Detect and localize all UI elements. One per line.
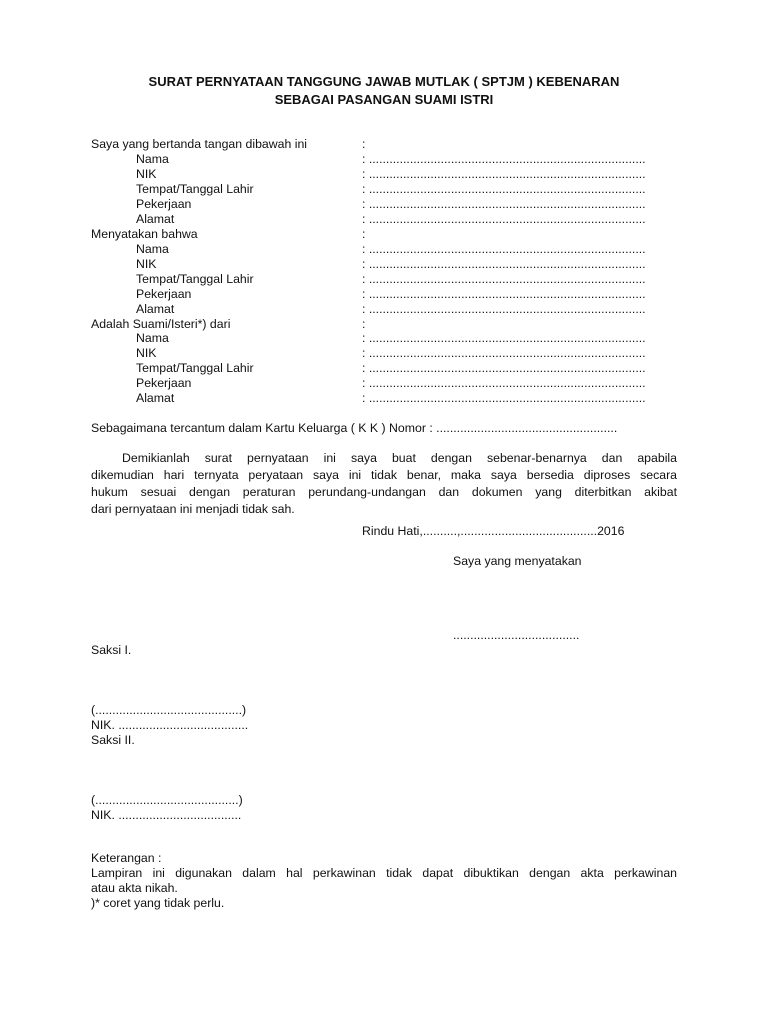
witness-2-label: Saksi II. — [91, 733, 135, 747]
section-1-heading-colon: : — [362, 137, 366, 151]
field-label: Alamat — [136, 302, 175, 316]
field-label: Pekerjaan — [136, 197, 192, 211]
notes-line: )* coret yang tidak perlu. — [91, 896, 225, 910]
field-label: Nama — [136, 242, 169, 256]
field-value: : ................................................................................. — [362, 197, 646, 211]
field-label: Tempat/Tanggal Lahir — [136, 272, 254, 286]
witness-1-label: Saksi I. — [91, 643, 132, 657]
field-label: Pekerjaan — [136, 376, 192, 390]
field-label: Tempat/Tanggal Lahir — [136, 182, 254, 196]
field-label: Tempat/Tanggal Lahir — [136, 361, 254, 375]
field-value: : ................................................................................. — [362, 391, 646, 405]
notes-line: Lampiran ini digunakan dalam hal perkawinan tidak dapat dibuktikan dengan akta perkawinan — [91, 866, 677, 880]
field-value: : ................................................................................. — [362, 242, 646, 256]
notes-paragraph — [91, 866, 677, 911]
signer-label: Saya yang menyatakan — [453, 554, 582, 568]
field-label: Pekerjaan — [136, 287, 192, 301]
field-value: : ................................................................................. — [362, 346, 646, 360]
witness-1-nik-line: NIK. ...................................... — [91, 718, 249, 732]
kk-number-line: Sebagaimana tercantum dalam Kartu Keluarga ( K K ) Nomor : ..................................................... — [91, 421, 618, 435]
field-value: : ................................................................................. — [362, 257, 646, 271]
document-title-line-2: SEBAGAI PASANGAN SUAMI ISTRI — [274, 92, 494, 107]
section-1-heading: Saya yang bertanda tangan dibawah ini — [91, 137, 308, 151]
statement-line: Demikianlah surat pernyataan ini saya buat dengan sebenar-benarnya dan apabila — [122, 451, 677, 465]
statement-line: dikemudian hari ternyata peryataan saya ini tidak benar, maka saya bersedia diproses secara — [91, 468, 677, 482]
notes-heading: Keterangan : — [91, 851, 162, 865]
statement-line: dari pernyataan ini menjadi tidak sah. — [91, 502, 295, 516]
witness-1-name-line: (...........................................) — [91, 703, 247, 717]
field-value: : ................................................................................. — [362, 167, 646, 181]
field-value: : ................................................................................. — [362, 331, 646, 345]
field-label: Nama — [136, 331, 169, 345]
witness-2-name-line: (..........................................) — [91, 793, 243, 807]
field-value: : ................................................................................. — [362, 152, 646, 166]
statement-line: hukum sesuai dengan peraturan perundang-undangan dan dokumen yang diterbitkan akibat — [91, 485, 677, 499]
field-label: NIK — [136, 167, 157, 181]
field-value: : ................................................................................. — [362, 302, 646, 316]
document-title-line-1: SURAT PERNYATAAN TANGGUNG JAWAB MUTLAK ( SPTJM ) KEBENARAN — [148, 74, 620, 89]
field-label: Alamat — [136, 212, 175, 226]
place-date: Rindu Hati,..........,........................................2016 — [362, 524, 625, 538]
section-3-heading-colon: : — [362, 317, 366, 331]
field-label: Alamat — [136, 391, 175, 405]
field-label: NIK — [136, 346, 157, 360]
field-label: Nama — [136, 152, 169, 166]
field-value: : ................................................................................. — [362, 212, 646, 226]
notes-line: atau akta nikah. — [91, 881, 178, 895]
section-2-heading-colon: : — [362, 227, 366, 241]
field-value: : ................................................................................. — [362, 361, 646, 375]
field-label: NIK — [136, 257, 157, 271]
statement-paragraph — [91, 450, 677, 518]
witness-2-nik-line: NIK. .................................... — [91, 808, 242, 822]
section-3-heading: Adalah Suami/Isteri*) dari — [91, 317, 231, 331]
field-value: : ................................................................................. — [362, 376, 646, 390]
section-2-heading: Menyatakan bahwa — [91, 227, 198, 241]
field-value: : ................................................................................. — [362, 272, 646, 286]
field-value: : ................................................................................. — [362, 182, 646, 196]
field-value: : ................................................................................. — [362, 287, 646, 301]
signer-signature-line: ..................................... — [453, 628, 580, 642]
